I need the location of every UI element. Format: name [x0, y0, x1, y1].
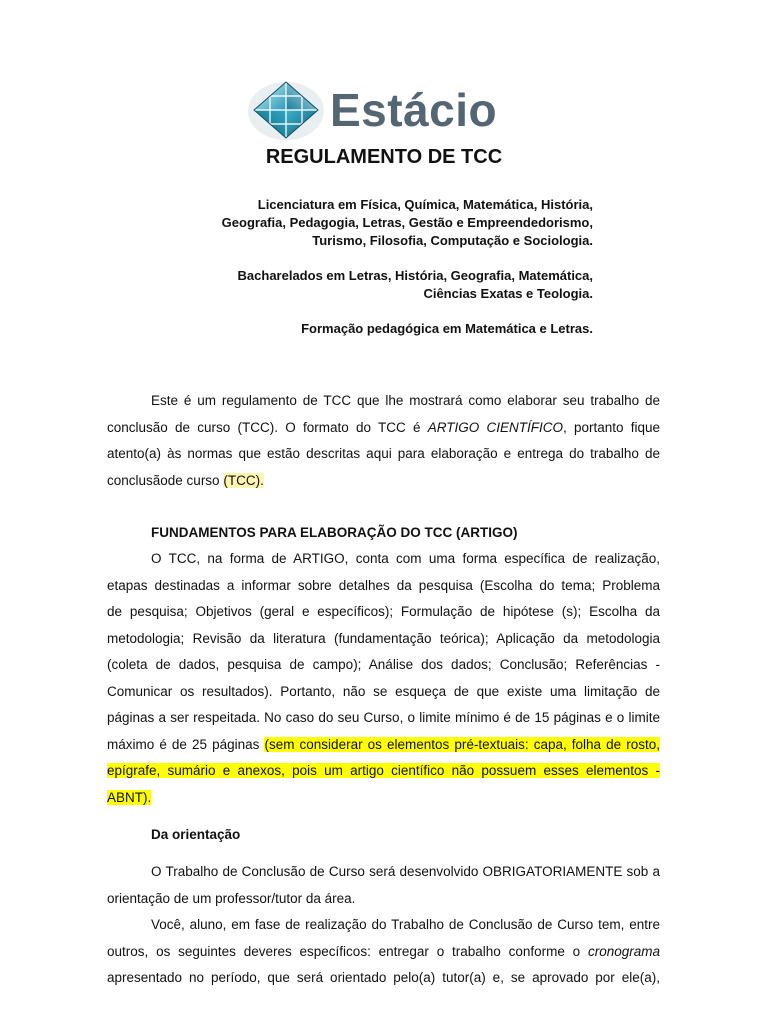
- page-title: REGULAMENTO DE TCC: [265, 146, 503, 168]
- text-line: (coleta de dados, pesquisa de campo); Análise dos dados; Conclusão; Referências -: [107, 657, 660, 672]
- estacio-logo: [246, 78, 510, 142]
- intro-paragraph: [107, 388, 660, 494]
- text-line: [107, 785, 660, 812]
- orientacao-paragraph-2: [107, 912, 660, 992]
- text-line: Comunicar os resultados). Portanto, não se esqueça de que existe uma limitação de: [107, 683, 660, 699]
- section-heading-orientacao: Da orientação: [151, 827, 241, 842]
- text-line: conclusãode curso (TCC).: [107, 472, 264, 488]
- course-line: Formação pedagógica em Matemática e Letras.: [301, 321, 593, 336]
- orientacao-paragraph-1: [107, 859, 660, 912]
- text-line: [107, 758, 660, 785]
- courses-formacao: [153, 320, 593, 338]
- text-line: atento(a) às normas que estão descritas aqui para elaboração e entrega do trabalho de: [107, 446, 660, 461]
- text-line: de pesquisa; Objetivos (geral e específicos); Formulação de hipótese (s); Escolha da: [107, 604, 660, 619]
- highlighted-text: epígrafe, sumário e anexos, pois um artigo científico não possuem esses elementos -: [107, 763, 660, 778]
- courses-bacharelados: [153, 267, 593, 303]
- courses-licenciatura: [153, 196, 593, 250]
- course-line: Turismo, Filosofia, Computação e Sociologia.: [312, 233, 593, 248]
- text-line: conclusão de curso (TCC). O formato do TCC é ARTIGO CIENTÍFICO, portanto fique: [107, 419, 660, 435]
- text-line: Você, aluno, em fase de realização do Trabalho de Conclusão de Curso tem, entre: [151, 917, 660, 932]
- text-line: Este é um regulamento de TCC que lhe mostrará como elaborar seu trabalho de: [151, 393, 660, 408]
- text-line: etapas destinadas a informar sobre detalhes da pesquisa (Escolha do tema; Problema: [107, 577, 660, 593]
- course-line: Ciências Exatas e Teologia.: [423, 286, 593, 301]
- logo-brand-text: Estácio: [330, 84, 498, 136]
- text-line: metodologia; Revisão da literatura (fundamentação teórica); Aplicação da metodologia: [107, 630, 660, 646]
- estacio-globe-icon: [246, 78, 326, 142]
- emphasis-text: ARTIGO CIENTÍFICO: [427, 419, 563, 435]
- text-line: O Trabalho de Conclusão de Curso será desenvolvido OBRIGATORIAMENTE sob a: [151, 864, 660, 879]
- fundamentos-paragraph: [107, 546, 660, 811]
- highlighted-text: (sem considerar os elementos pré-textuais: capa, folha de rosto,: [264, 736, 660, 752]
- emphasis-text: cronograma: [587, 943, 660, 959]
- text-line: outros, os seguintes deveres específicos: entregar o trabalho conforme o cronograma: [107, 943, 660, 959]
- text-line: páginas a ser respeitada. No caso do seu Curso, o limite mínimo é de 15 páginas e o limite: [107, 710, 660, 725]
- course-line: Licenciatura em Física, Química, Matemática, História,: [257, 197, 593, 212]
- course-line: Geografia, Pedagogia, Letras, Gestão e Empreendedorismo,: [221, 215, 593, 230]
- section-heading-fundamentos: FUNDAMENTOS PARA ELABORAÇÃO DO TCC (ARTIGO): [151, 525, 518, 540]
- text-line: O TCC, na forma de ARTIGO, conta com uma forma específica de realização,: [151, 551, 660, 566]
- highlighted-text: ABNT).: [107, 789, 152, 805]
- course-line: Bacharelados em Letras, História, Geografia, Matemática,: [237, 268, 593, 283]
- text-line: apresentado no período, que será orientado pelo(a) tutor(a) e, se aprovado por ele(a),: [107, 970, 660, 985]
- text-line: orientação de um professor/tutor da área.: [107, 890, 356, 906]
- highlighted-text: (TCC).: [223, 472, 264, 488]
- text-line: máximo é de 25 páginas (sem considerar os elementos pré-textuais: capa, folha de rosto,: [107, 736, 660, 752]
